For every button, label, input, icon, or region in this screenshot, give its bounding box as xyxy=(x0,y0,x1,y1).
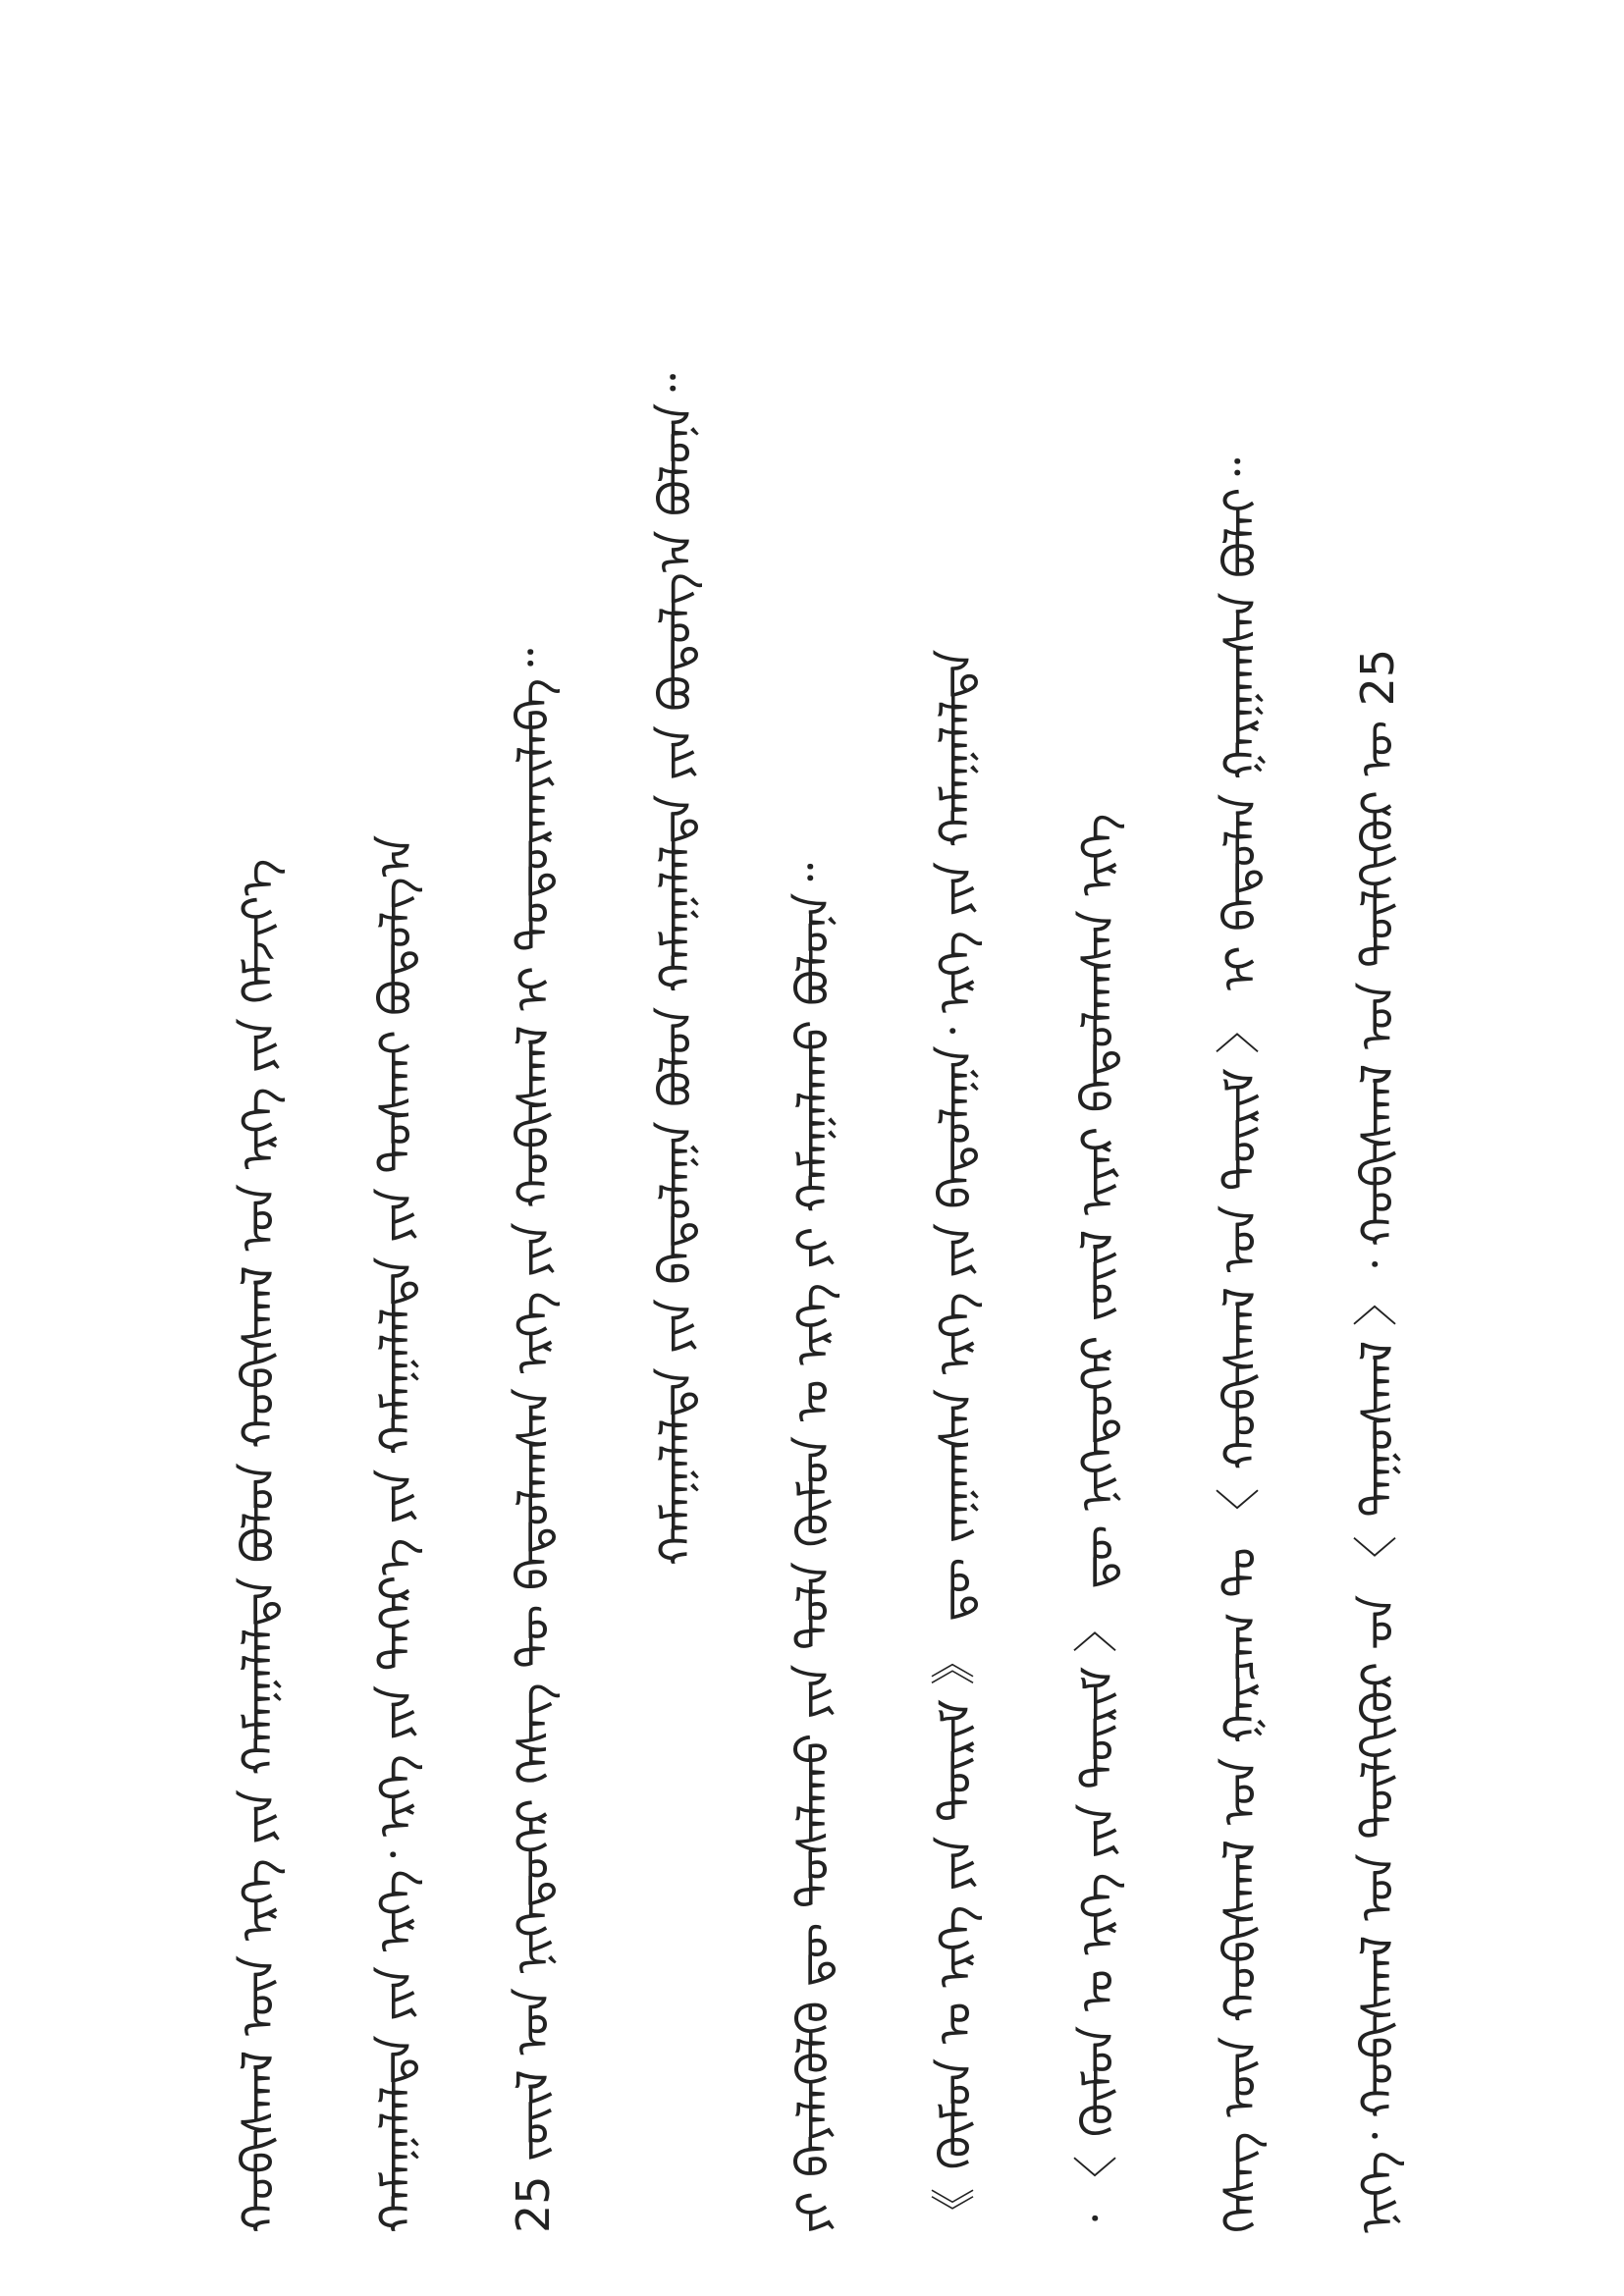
text-column-4: 《 ᠬᠦᠮᠦᠨ ᠤ ᠡᠷᠬᠡ ᠶᠢᠨ ᠳᠦᠷᠢᠮ 》 ᠳᠦ ᠵᠠᠭᠠᠭᠰᠠᠨ ᠡᠷᠬᠡ ᠶᠢᠨ ᠪᠠᠲᠤᠯᠠᠭᠠ᠂ ᠡᠷᠬᠡ ᠶᠢᠨ ᠬᠠᠮᠠᠭᠠᠯᠠᠯᠲᠠ xyxy=(929,649,982,2233)
text-column-3: ᠂ 〈 ᠬᠦᠮᠦᠨ ᠤ ᠡᠷᠬᠡ ᠶᠢᠨ ᠳᠦᠷᠢᠮ 〉 ᠳᠦ ᠨᠢᠭᠡᠳᠦᠭᠡᠷ ᠵᠦᠢᠯ ᠢᠶᠡᠷ ᠪᠠᠲᠤᠯᠠᠭᠰᠠᠨ ᠡᠷᠬᠡ xyxy=(1071,813,1124,2233)
text-column-6: ᠬᠠᠮᠠᠭᠠᠯᠠᠯᠲᠠ ᠶᠢᠨ ᠪᠠᠲᠤᠯᠠᠭᠠ ᠪᠣᠯᠤᠨ ᠬᠠᠮᠠᠭᠠᠯᠠᠯᠲᠠ ᠶᠢᠨ ᠪᠣᠳᠣᠯᠭ᠎ᠠ ᠪᠣᠯᠤᠨᠠ᠃ xyxy=(649,373,702,1566)
text-column-2: ᠬᠡᠰᠡᠭ ᠦᠨ ᠬᠤᠪᠢᠰᠬᠠᠯ ᠤᠨ ᠭᠠᠷᠴᠠᠭ ᠲᠤ 〈 ᠬᠤᠪᠢᠰᠬᠠᠯ ᠤᠨ ᠳᠦᠷᠢᠮ 〉 ᠢ ᠪᠠᠲᠤᠯᠠᠨ ᠭᠠᠷᠭᠠᠭᠰᠠᠨ ᠪᠣᠯᠠᠢ᠃ xyxy=(1214,457,1267,2233)
text-column-8: ᠬᠠᠮᠠᠭᠠᠯᠠᠯᠲᠠ ᠶᠢᠨ ᠡᠷᠬᠡ᠂ ᠡᠷᠬᠡ ᠶᠢᠨ ᠳᠡᠭᠡᠷ᠎ᠡ ᠶᠢᠨ ᠬᠠᠮᠠᠭᠠᠯᠠᠯᠲᠠ ᠶᠢᠨ ᠲᠤᠰᠬᠠᠢ ᠪᠣᠳᠣᠯᠭ᠎ᠠ xyxy=(369,834,422,2233)
text-column-7: 25 ᠵᠦᠢᠯ ᠤᠨ ᠨᠢᠭᠡᠳᠦᠭᠡᠷ ᠬᠡᠰᠡᠭ ᠲᠦ ᠪᠠᠲᠤᠯᠠᠭᠰᠠᠨ ᠡᠷᠬᠡ ᠶᠢᠨ ᠬᠤᠪᠢᠰᠬᠠᠯ ᠢ ᠲᠤᠳᠤᠷᠬᠠᠶᠢᠯᠠᠪᠠ᠃ xyxy=(507,648,560,2233)
text-column-1: ᠨᠢᠭᠡ᠂ ᠬᠤᠪᠢᠰᠬᠠᠯ ᠤᠨ ᠲᠦᠯᠬᠢᠭᠦᠷ ᠊ᠦᠨ 〈 ᠳᠠᠭᠤᠰᠬᠠᠯ 〉᠂ ᠬᠤᠪᠢᠰᠬᠠᠯ ᠤᠨ ᠲᠦᠯᠬᠢᠭᠦᠷ ᠦ 25 xyxy=(1351,648,1404,2233)
text-column-5: ᠶᠢ ᠪᠡᠶᠡᠯᠡᠭᠦᠯᠬᠦ ᠳᠦ ᠲᠤᠰᠠᠯᠠᠬᠤ ᠶᠢᠨ ᠲᠤᠯᠠ ᠬᠦᠮᠦᠨ ᠤ ᠡᠷᠬᠡ ᠶᠢ ᠬᠠᠮᠠᠭᠠᠯᠠᠬᠤ ᠪᠣᠯᠤᠨᠠ᠃ xyxy=(786,863,839,2233)
text-column-9: ᠬᠤᠪᠢᠰᠬᠠᠯ ᠦᠨ ᠡᠷᠬᠡ ᠶᠢᠨ ᠬᠠᠮᠠᠭᠠᠯᠠᠯᠲᠠ ᠪᠣᠯᠤᠨ ᠬᠤᠪᠢᠰᠬᠠᠯ ᠤᠨ ᠡᠷᠬᠡ ᠶᠢᠨ ᠬᠡᠮᠵᠢᠶ᠎ᠡ xyxy=(232,858,285,2233)
